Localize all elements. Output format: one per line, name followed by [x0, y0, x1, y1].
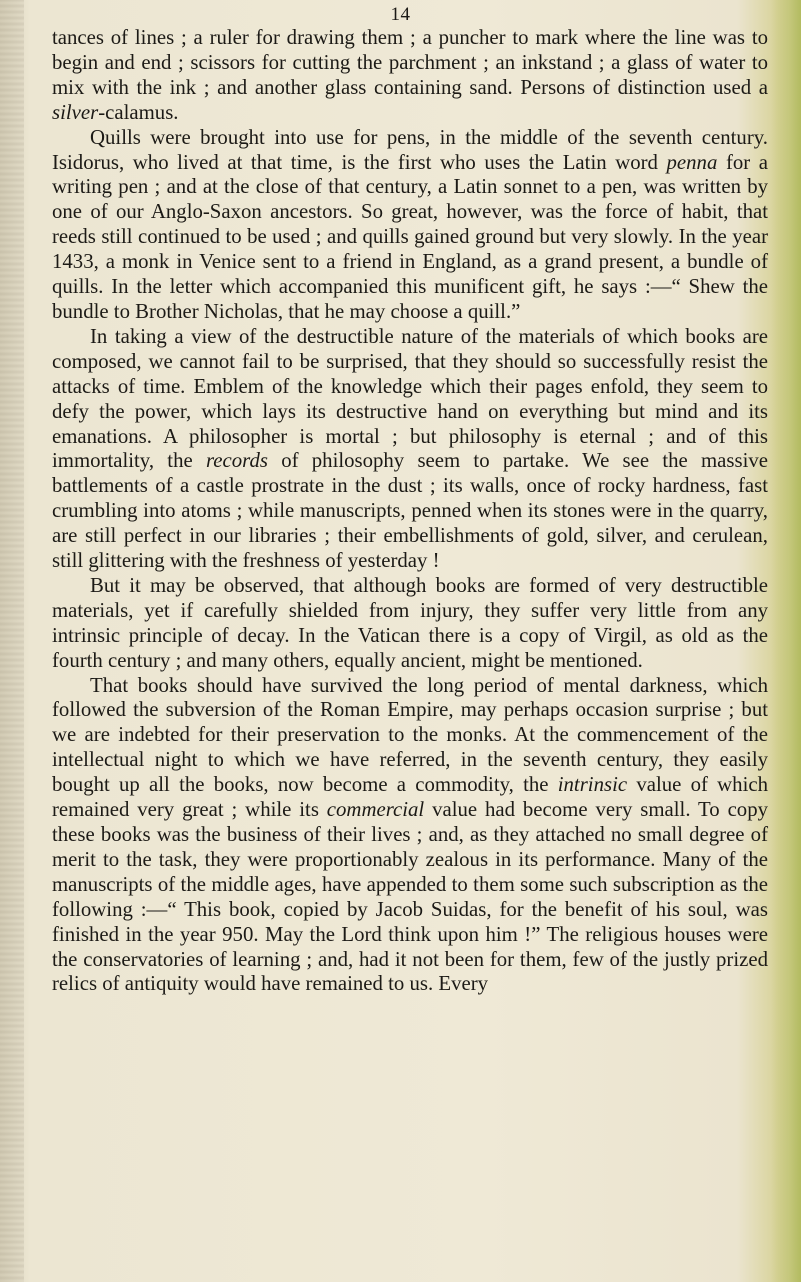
paragraph — [52, 126, 768, 325]
page-edge-stain — [771, 0, 801, 1282]
text-segment: tances of lines ; a ruler for drawing them ; a puncher to mark where the line was to begin and end ; scissors for cutting the parchment ; an inkstand ; a glass of water to mix with the ink ; and another glass containing sand. Persons of distinction used a — [52, 26, 768, 99]
paragraph — [52, 26, 768, 126]
text-segment: Quills were brought into use for pens, in the middle of the seventh century. Isidorus, who lived at that time, is the first who uses the Latin word — [52, 125, 768, 174]
text-segment: But it may be observed, that although books are formed of very destructible materials, yet if carefully shielded from injury, they suffer very little from any intrinsic principle of decay. In the Vatican there is a copy of Virgil, as old as the fourth century ; and many others, equally ancient, might be mentioned. — [52, 573, 768, 672]
paragraph — [52, 325, 768, 574]
text-segment: value of which remained very great ; while its — [52, 773, 768, 822]
body-text — [52, 26, 768, 997]
paragraph — [52, 674, 768, 998]
text-segment: That books should have survived the long period of mental darkness, which followed the subversion of the Roman Empire, may perhaps occasion surprise ; but we are indebted for their preservation to the monks. At the commencement of the intellectual night to which we have referred, in the seventh century, they easily bought up all the books, now become a commodity, the — [52, 673, 768, 797]
italic-text: silver — [52, 100, 99, 124]
italic-text: records — [205, 449, 268, 473]
text-segment: value had become very small. To copy these books was the business of their lives ; and, as they attached no small degree of merit to the task, they were proportionably zealous in its performance. Many of the manuscripts of the middle ages, have appended to them some such subscription as the following :—“ This book, copied by Jacob Suidas, for the benefit of his soul, was finished in the year 950. May the Lord think upon him !” The religious houses were the conservatories of learning ; and, had it not been for them, few of the justly prized relics of antiquity would have remained to us. Every — [52, 798, 768, 996]
text-segment: for a writing pen ; and at the close of that century, a Latin sonnet to a pen, was written by one of our Anglo-Saxon ancestors. So great, however, was the force of habit, that reeds still continued to be used ; and quills gained ground but very slowly. In the year 1433, a monk in Venice sent to a friend in England, as a grand present, a bundle of quills. In the letter which accompanied this munificent gift, he says :—“ Shew the bundle to Brother Nicholas, that he may choose a quill.” — [52, 150, 768, 323]
page-number: 14 — [390, 4, 411, 25]
text-segment: -calamus. — [98, 100, 179, 124]
paragraph — [52, 574, 768, 674]
italic-text: intrinsic — [557, 773, 628, 797]
italic-text: penna — [666, 150, 718, 174]
binding-edge — [0, 0, 24, 1282]
text-segment: of philosophy seem to partake. We see the massive battlements of a castle prostrate in the dust ; its walls, once of rocky hardness, fast crumbling into atoms ; while manuscripts, penned when its stones were in the quarry, are still perfect in our libraries ; their embellishments of gold, silver, and cerulean, still glittering with the freshness of yesterday ! — [52, 449, 768, 573]
italic-text: commercial — [326, 798, 425, 822]
text-segment: In taking a view of the destructible nature of the materials of which books are composed, we cannot fail to be surprised, that they should so successfully resist the attacks of time. Emblem of the knowledge which their pages enfold, they seem to defy the power, which lays its destructive hand on everything but mind and its emanations. A philosopher is mortal ; but philosophy is eternal ; and of this immortality, the — [52, 324, 768, 473]
